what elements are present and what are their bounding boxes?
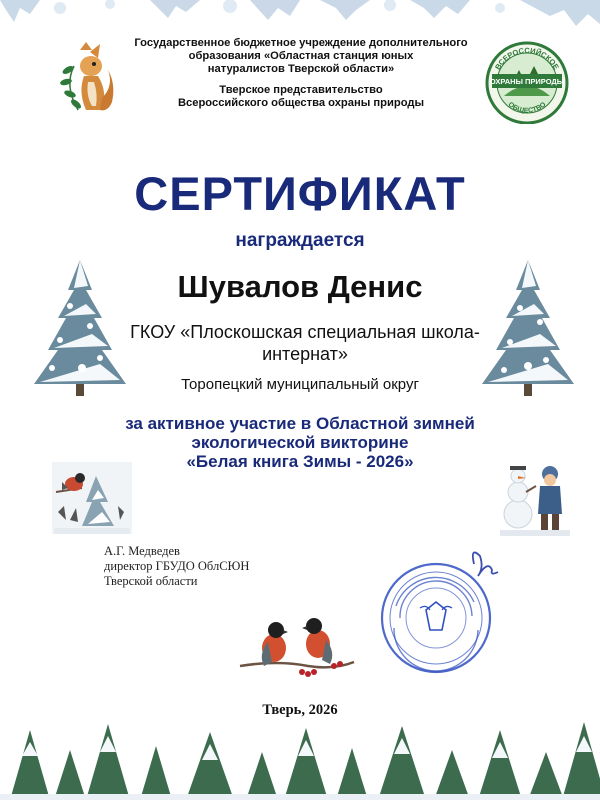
logo-arc-top: ВСЕРОССИЙСКОЕ xyxy=(493,46,561,72)
signature-block xyxy=(104,544,249,589)
signatory-region: Тверской области xyxy=(104,574,198,588)
reason-line-3: «Белая книга Зимы - 2026» xyxy=(186,452,414,471)
school-line-1: ГКОУ «Плоскошская специальная школа- xyxy=(130,322,480,342)
certificate-title: СЕРТИФИКАТ xyxy=(134,167,466,220)
fox-logo xyxy=(56,40,116,120)
snowy-forest-bottom xyxy=(0,716,600,800)
nature-society-logo xyxy=(484,40,570,124)
sub-line-1: Тверское представительство xyxy=(219,83,383,96)
district-name: Торопецкий муниципальный округ xyxy=(181,376,419,393)
org-line-2: образования «Областная станция юных xyxy=(188,50,414,63)
org-line-3: натуралистов Тверской области» xyxy=(207,63,395,76)
awarded-label: награждается xyxy=(235,230,365,251)
bullfinches-illustration xyxy=(238,612,356,680)
official-stamp xyxy=(374,546,504,676)
winter-bird-scene xyxy=(52,462,132,534)
reason-line-2: экологической викторине xyxy=(191,433,409,452)
logo-band-text: ОХРАНЫ ПРИРОДЫ xyxy=(489,77,565,86)
signatory-position: директор ГБУДО ОблСЮН xyxy=(104,559,250,573)
frost-decoration-top xyxy=(0,0,600,40)
organization-header xyxy=(112,37,490,110)
school-line-2: интернат» xyxy=(262,344,348,364)
recipient-name: Шувалов Денис xyxy=(177,269,423,304)
org-line-1: Государственное бюджетное учреждение дополнительного xyxy=(134,37,468,49)
logo-arc-bottom: ОБЩЕСТВО xyxy=(506,101,548,115)
reason-line-1: за активное участие в Областной зимней xyxy=(125,414,475,433)
place-and-date: Тверь, 2026 xyxy=(262,702,338,718)
sub-line-2: Всероссийского общества охраны природы xyxy=(177,96,425,109)
signatory-name: А.Г. Медведев xyxy=(104,544,180,558)
school-name xyxy=(130,321,480,365)
handwritten-signature-mark xyxy=(473,552,498,576)
snowman-child-illustration xyxy=(496,456,572,536)
